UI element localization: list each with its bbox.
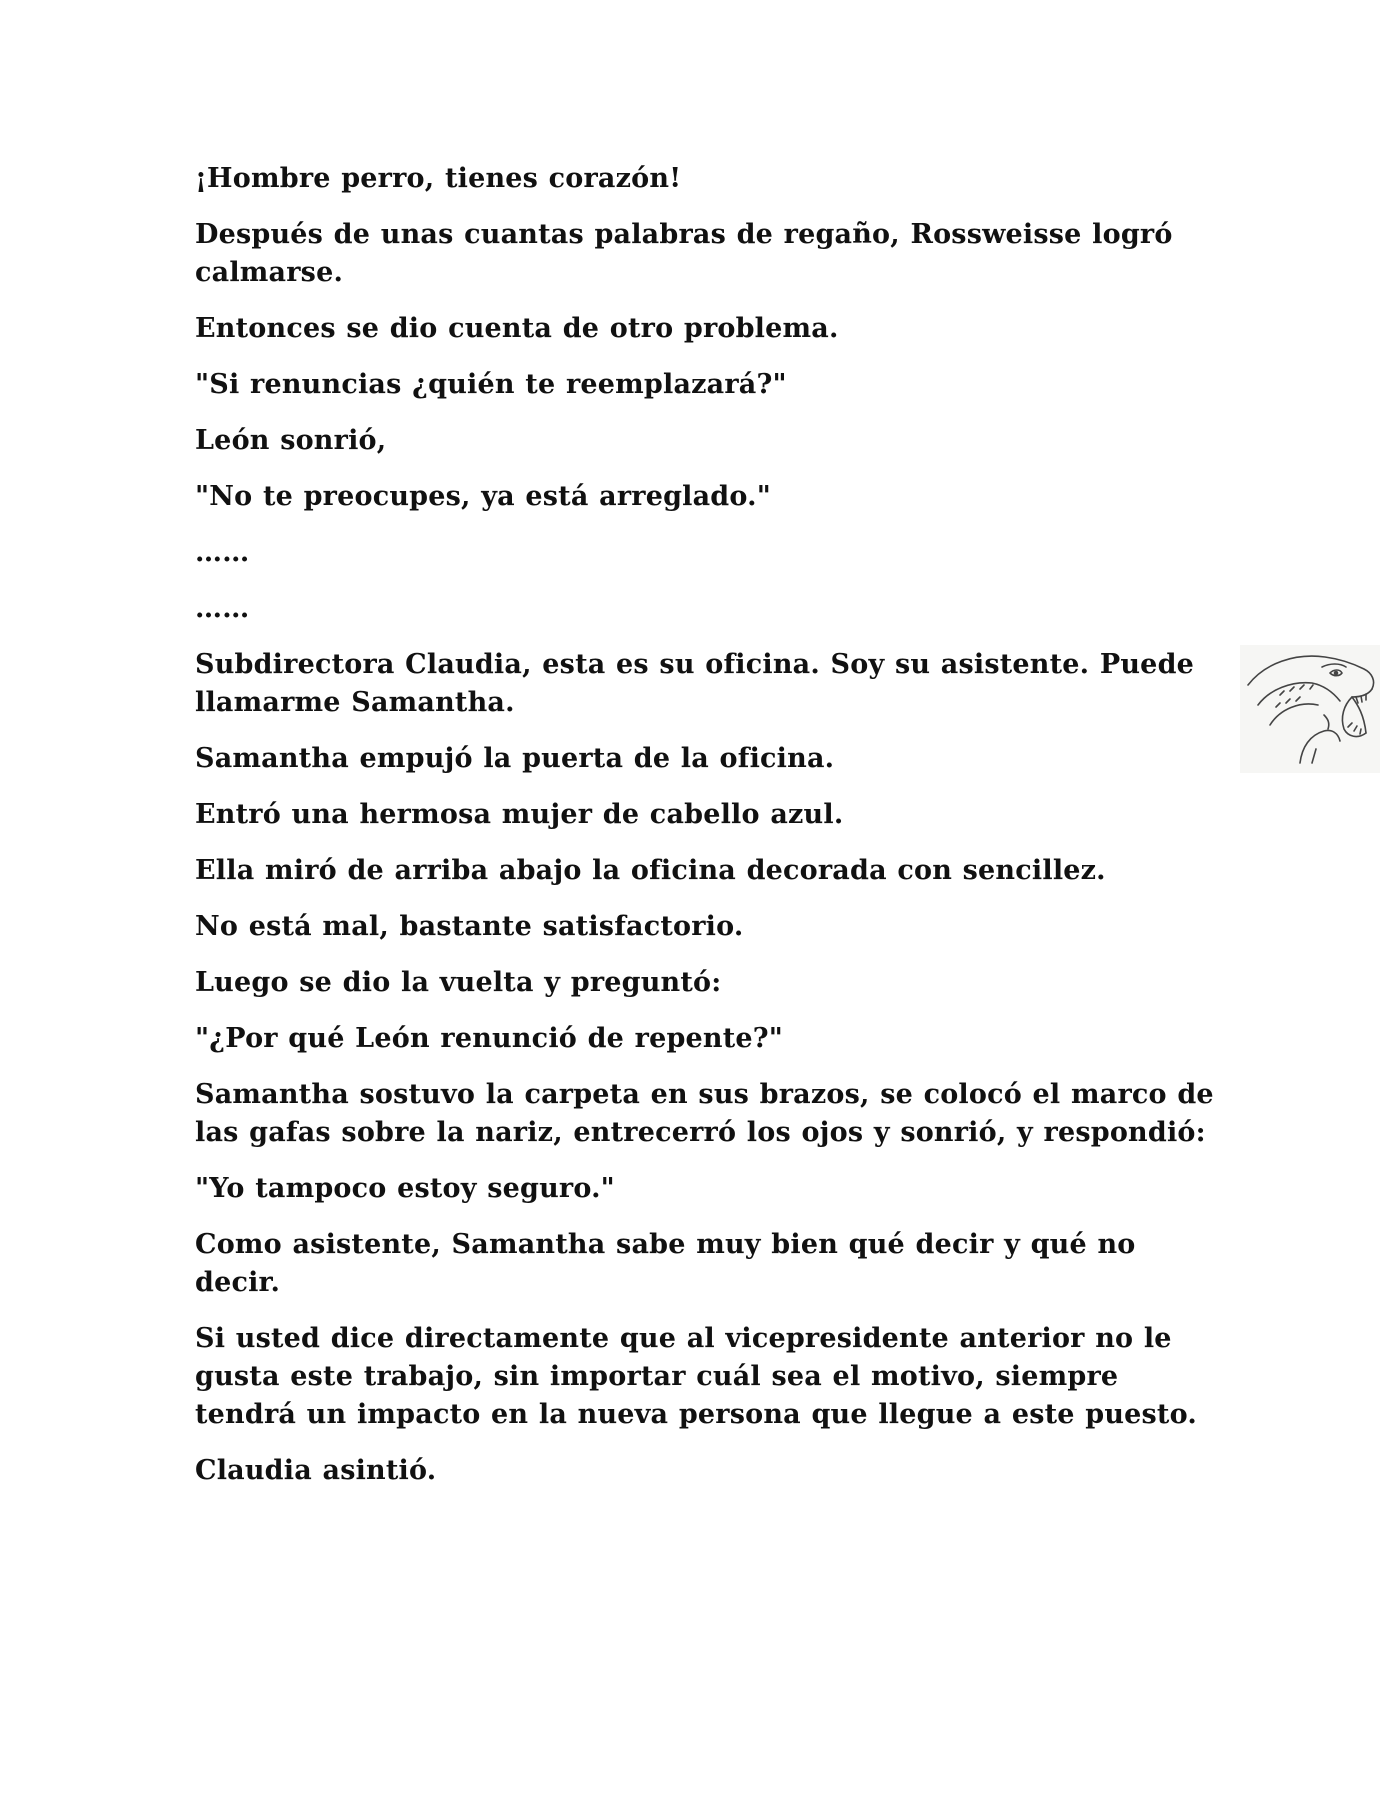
paragraph: Después de unas cuantas palabras de regaño, Rossweisse logró calmarse. <box>195 219 1173 288</box>
paragraph: "¿Por qué León renunció de repente?" <box>195 1023 784 1054</box>
paragraph: León sonrió, <box>195 425 387 456</box>
paragraph: Subdirectora Claudia, esta es su oficina. Soy su asistente. Puede llamarme Samantha. <box>195 649 1195 718</box>
paragraph: Samantha empujó la puerta de la oficina. <box>195 743 835 774</box>
scene-break: …… <box>195 593 250 624</box>
paragraph: Entró una hermosa mujer de cabello azul. <box>195 799 844 830</box>
paragraph: "Si renuncias ¿quién te reemplazará?" <box>195 369 787 400</box>
paragraph: Claudia asintió. <box>195 1455 437 1486</box>
paragraph: Luego se dio la vuelta y preguntó: <box>195 967 722 998</box>
scene-break: …… <box>195 537 250 568</box>
paragraph: Entonces se dio cuenta de otro problema. <box>195 313 839 344</box>
paragraph: Samantha sostuvo la carpeta en sus brazos, se colocó el marco de las gafas sobre la nariz, entrecerró los ojos y sonrió, y respondió: <box>195 1079 1214 1148</box>
paragraph: No está mal, bastante satisfactorio. <box>195 911 744 942</box>
document-body <box>195 160 1215 1508</box>
paragraph: "No te preocupes, ya está arreglado." <box>195 481 771 512</box>
paragraph: Como asistente, Samantha sabe muy bien qué decir y qué no decir. <box>195 1229 1136 1298</box>
paragraph: ¡Hombre perro, tienes corazón! <box>195 163 682 194</box>
paragraph: "Yo tampoco estoy seguro." <box>195 1173 615 1204</box>
paragraph: Ella miró de arriba abajo la oficina decorada con sencillez. <box>195 855 1106 886</box>
dinosaur-sketch-icon <box>1240 645 1380 773</box>
paragraph: Si usted dice directamente que al vicepresidente anterior no le gusta este trabajo, sin importar cuál sea el motivo, siempre tendrá un impacto en la nueva persona que llegue a este puesto. <box>195 1323 1197 1430</box>
